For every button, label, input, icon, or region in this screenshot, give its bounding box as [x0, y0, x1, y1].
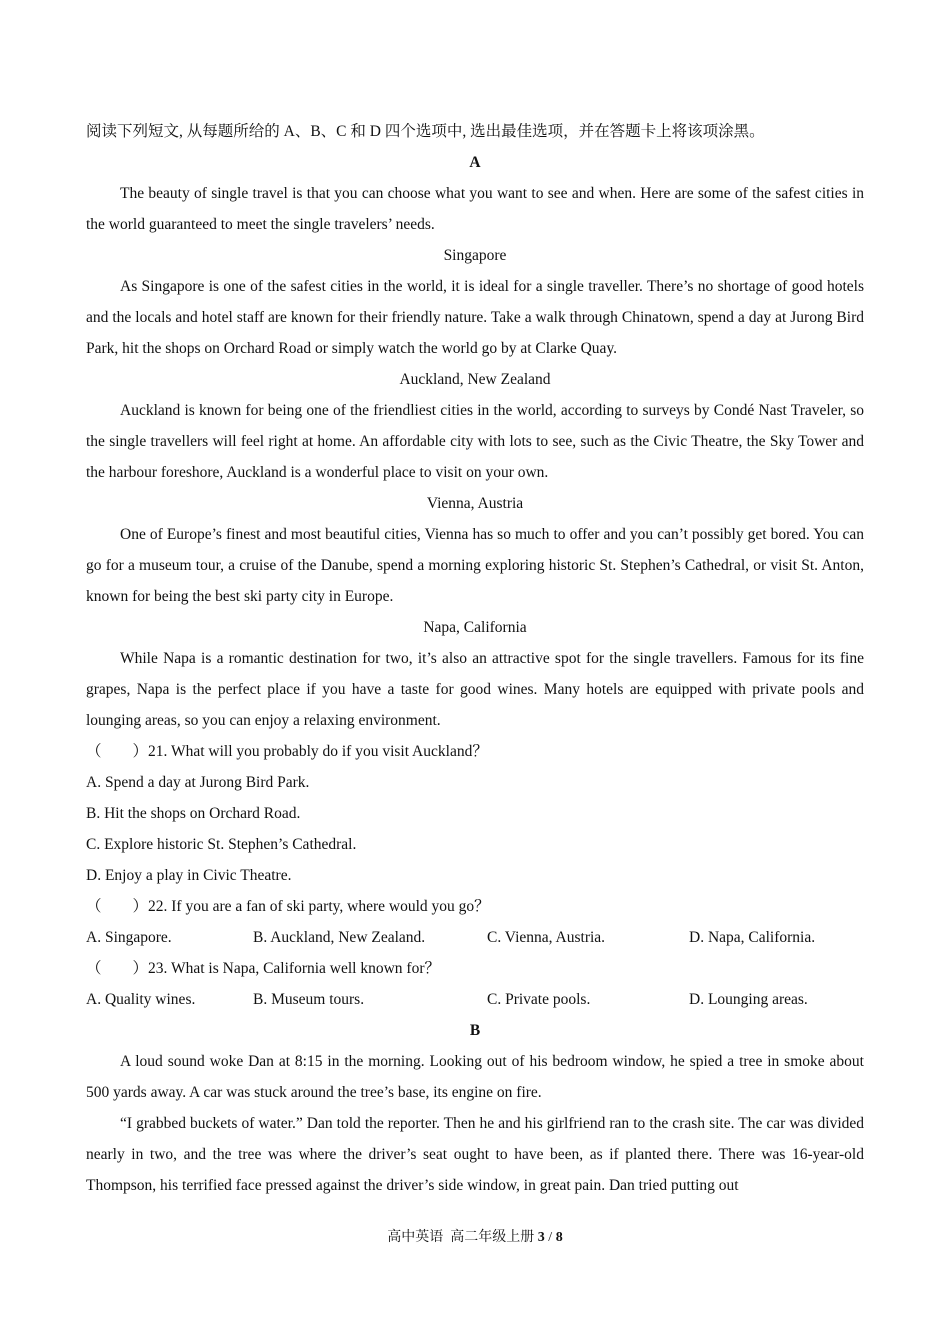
- section-text: As Singapore is one of the safest cities in the world, it is ideal for a single traveller. There’s no shortage of good hotels and the locals and hotel staff are known for their friendly nature. Take a walk through Chinatown, spend a day at Jurong Bird Park, hit the shops on Orchard Road or simply watch the world go by at Clarke Quay.: [86, 278, 864, 357]
- question-22: [86, 891, 864, 922]
- passage-b-paragraph: A loud sound woke Dan at 8:15 in the morning. Looking out of his bedroom window, he spied a tree in smoke about 500 yards away. A car was stuck around the tree’s base, its engine on fire.: [86, 1053, 864, 1101]
- question-23: [86, 953, 864, 984]
- answer-blank: （ ）: [86, 898, 149, 915]
- option: D. Enjoy a play in Civic Theatre.: [86, 867, 292, 884]
- page-total: 8: [555, 1230, 563, 1245]
- answer-blank: （ ）: [86, 743, 149, 760]
- option: D. Napa, California.: [689, 929, 816, 946]
- option: C. Private pools.: [487, 991, 591, 1008]
- section-text: Auckland is known for being one of the friendliest cities in the world, according to surveys by Condé Nast Traveler, so the single travellers will feel right at home. An affordable city with lots to see, such as the Civic Theatre, the Sky Tower and the harbour foreshore, Auckland is a wonderful place to visit on your own.: [86, 402, 864, 481]
- option: C. Vienna, Austria.: [487, 929, 606, 946]
- passage-b-paragraph: “I grabbed buckets of water.” Dan told the reporter. Then he and his girlfriend ran to the crash site. The car was divided nearly in two, and the tree was where the driver’s seat ought to have been, as if planted there. There was 16-year-old Thompson, his terrified face pressed against the driver’s side window, in great pain. Dan tried putting out: [86, 1115, 864, 1194]
- section-text: One of Europe’s finest and most beautiful cities, Vienna has so much to offer and you can’t possibly get bored. You can go for a museum tour, a cruise of the Danube, spend a morning exploring historic St. Stephen’s Cathedral, or visit St. Anton, known for being the best ski party city in Europe.: [86, 526, 864, 605]
- passage-b-label: B: [469, 1022, 481, 1039]
- section-text: While Napa is a romantic destination for two, it’s also an attractive spot for the single travellers. Famous for its fine grapes, Napa is the perfect place if you have a taste for good wines. Many hotels are equipped with private pools and lounging areas, so you can enjoy a relaxing environment.: [86, 650, 864, 729]
- answer-blank: （ ）: [86, 960, 149, 977]
- section-heading: Vienna, Austria: [426, 495, 524, 512]
- option: B. Auckland, New Zealand.: [253, 929, 426, 946]
- option: A. Singapore.: [86, 929, 172, 946]
- question-stem: 21. What will you probably do if you visit Auckland？: [148, 743, 488, 760]
- instructions: 阅读下列短文, 从每题所给的 A、B、C 和 D 四个选项中, 选出最佳选项，并在答题卡上将该项涂黑。: [86, 123, 765, 140]
- passage-a-label: A: [469, 154, 481, 171]
- section-heading: Singapore: [443, 247, 507, 264]
- option: C. Explore historic St. Stephen’s Cathedral.: [86, 836, 357, 853]
- option: B. Museum tours.: [253, 991, 365, 1008]
- option: A. Spend a day at Jurong Bird Park.: [86, 774, 310, 791]
- option: D. Lounging areas.: [689, 991, 808, 1008]
- section-heading: Auckland, New Zealand: [399, 371, 551, 388]
- content-area: [86, 116, 864, 1201]
- option: A. Quality wines.: [86, 991, 196, 1008]
- page-footer: [0, 1226, 950, 1250]
- page-separator: /: [548, 1230, 553, 1245]
- footer-subject: 高中英语: [387, 1230, 444, 1245]
- question-21: [86, 736, 864, 767]
- page-number: 3: [537, 1230, 545, 1245]
- option: B. Hit the shops on Orchard Road.: [86, 805, 301, 822]
- options-row: [86, 984, 864, 1015]
- passage-a-intro: The beauty of single travel is that you can choose what you want to see and when. Here are some of the safest cities in the world guaranteed to meet the single travelers’ needs.: [86, 185, 864, 233]
- footer-grade: 高二年级上册: [450, 1230, 535, 1245]
- options-row: [86, 922, 864, 953]
- question-stem: 23. What is Napa, California well known for？: [148, 960, 440, 977]
- section-heading: Napa, California: [423, 619, 527, 636]
- question-stem: 22. If you are a fan of ski party, where would you go？: [148, 898, 490, 915]
